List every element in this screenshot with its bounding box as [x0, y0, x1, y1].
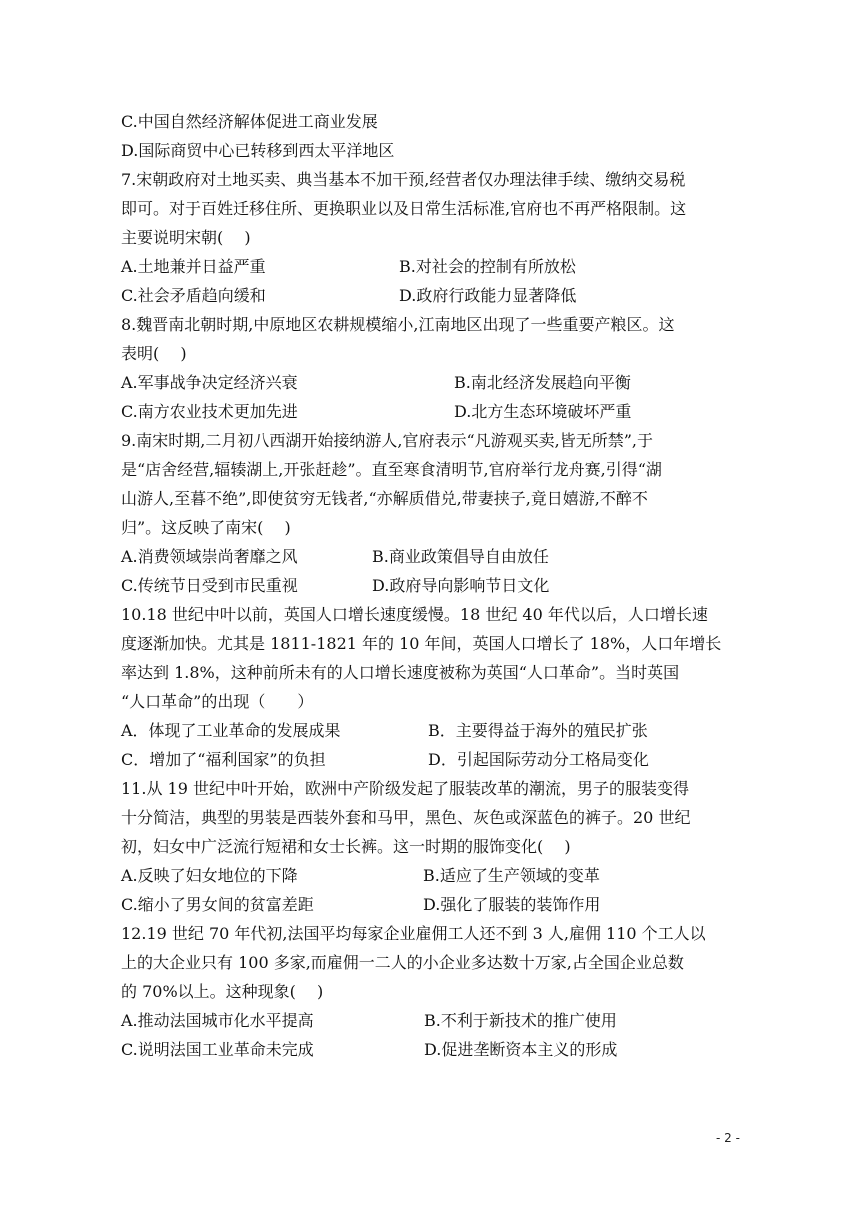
question-stem-line: 12.19 世纪 70 年代初,法国平均每家企业雇佣工人还不到 3 人,雇佣 110 个工人以 [121, 924, 706, 943]
option-d: D.北方生态环境破坏严重 [454, 402, 632, 421]
option-d: D.强化了服装的装饰作用 [423, 895, 601, 914]
option-a: A.反映了妇女地位的下降 [121, 866, 298, 885]
option-b: B.对社会的控制有所放松 [399, 257, 576, 276]
question-stem-line: “人口革命”的出现（ ） [121, 692, 314, 711]
question-stem-line: 11.从 19 世纪中叶开始，欧洲中产阶级发起了服装改革的潮流，男子的服装变得 [121, 779, 689, 798]
question-stem-line: 率达到 1.8%，这种前所未有的人口增长速度被称为英国“人口革命”。当时英国 [121, 663, 680, 682]
options-row [121, 716, 741, 745]
option-b: B．主要得益于海外的殖民扩张 [428, 721, 648, 740]
options-row [121, 368, 741, 397]
question-stem-line: 是“店舍经营,辐辏湖上,开张赶趁”。直至寒食清明节,官府举行龙舟赛,引得“湖 [121, 460, 662, 479]
question-9 [121, 426, 741, 600]
question-7 [121, 165, 741, 310]
question-stem-line: 8.魏晋南北朝时期,中原地区农耕规模缩小,江南地区出现了一些重要产粮区。这 [121, 315, 675, 334]
options-row [121, 542, 741, 571]
options-row [121, 397, 741, 426]
question-stem-line: 山游人,至暮不绝”,即使贫穷无钱者,“亦解质借兑,带妻挟子,竟日嬉游,不醉不 [121, 489, 648, 508]
question-stem-line: 即可。对于百姓迁移住所、更换职业以及日常生活标准,官府也不再严格限制。这 [121, 199, 687, 218]
option-line: C.中国自然经济解体促进工商业发展 [121, 112, 378, 131]
option-c: C.传统节日受到市民重视 [121, 576, 298, 595]
options-row [121, 745, 741, 774]
question-stem-line: 的 70%以上。这种现象( ) [121, 982, 324, 1001]
option-d: D.政府导向影响节日文化 [372, 576, 550, 595]
options-row [121, 890, 741, 919]
question-stem-line: 归”。这反映了南宋( ) [121, 518, 291, 537]
option-d: D.促进垄断资本主义的形成 [424, 1040, 618, 1059]
options-row [121, 281, 741, 310]
options-row [121, 571, 741, 600]
option-c: C.南方农业技术更加先进 [121, 402, 298, 421]
options-row [121, 1035, 741, 1064]
options-row [121, 1006, 741, 1035]
question-content [121, 107, 741, 1064]
question-10 [121, 600, 741, 774]
option-a: A.军事战争决定经济兴衰 [121, 373, 298, 392]
question-12 [121, 919, 741, 1064]
option-b: B.商业政策倡导自由放任 [372, 547, 549, 566]
question-stem-line: 十分简洁，典型的男装是西装外套和马甲，黑色、灰色或深蓝色的裤子。20 世纪 [121, 808, 691, 827]
option-a: A.推动法国城市化水平提高 [121, 1011, 314, 1030]
option-a: A.消费领域崇尚奢靡之风 [121, 547, 298, 566]
option-c: C.社会矛盾趋向缓和 [121, 286, 266, 305]
option-a: A.土地兼并日益严重 [121, 257, 266, 276]
question-stem-line: 9.南宋时期,二月初八西湖开始接纳游人,官府表示“凡游观买卖,皆无所禁”,于 [121, 431, 653, 450]
option-c: C.缩小了男女间的贫富差距 [121, 895, 314, 914]
question-stem-line: 度逐渐加快。尤其是 1811-1821 年的 10 年间，英国人口增长了 18%，人口年增长 [121, 634, 722, 653]
question-stem-line: 表明( ) [121, 344, 187, 363]
option-a: A．体现了工业革命的发展成果 [121, 721, 341, 740]
option-d: D．引起国际劳动分工格局变化 [428, 750, 649, 769]
question-stem-line: 初，妇女中广泛流行短裙和女士长裤。这一时期的服饰变化( ) [121, 837, 571, 856]
question-stem-line: 主要说明宋朝( ) [121, 228, 251, 247]
question-stem-line: 10.18 世纪中叶以前，英国人口增长速度缓慢。18 世纪 40 年代以后，人口增长速 [121, 605, 708, 624]
option-b: B.适应了生产领域的变革 [423, 866, 600, 885]
options-row [121, 252, 741, 281]
options-row [121, 861, 741, 890]
option-b: B.不利于新技术的推广使用 [424, 1011, 617, 1030]
question-11 [121, 774, 741, 919]
question-stem-line: 7.宋朝政府对土地买卖、典当基本不加干预,经营者仅办理法律手续、缴纳交易税 [121, 170, 686, 189]
question-stem-line: 上的大企业只有 100 多家,而雇佣一二人的小企业多达数十万家,占全国企业总数 [121, 953, 684, 972]
option-d: D.政府行政能力显著降低 [399, 286, 577, 305]
option-line: D.国际商贸中心已转移到西太平洋地区 [121, 141, 395, 160]
question-8 [121, 310, 741, 426]
option-c: C．增加了“福利国家”的负担 [121, 750, 326, 769]
page-number: - 2 - [716, 1131, 740, 1145]
option-c: C.说明法国工业革命未完成 [121, 1040, 314, 1059]
option-b: B.南北经济发展趋向平衡 [454, 373, 631, 392]
